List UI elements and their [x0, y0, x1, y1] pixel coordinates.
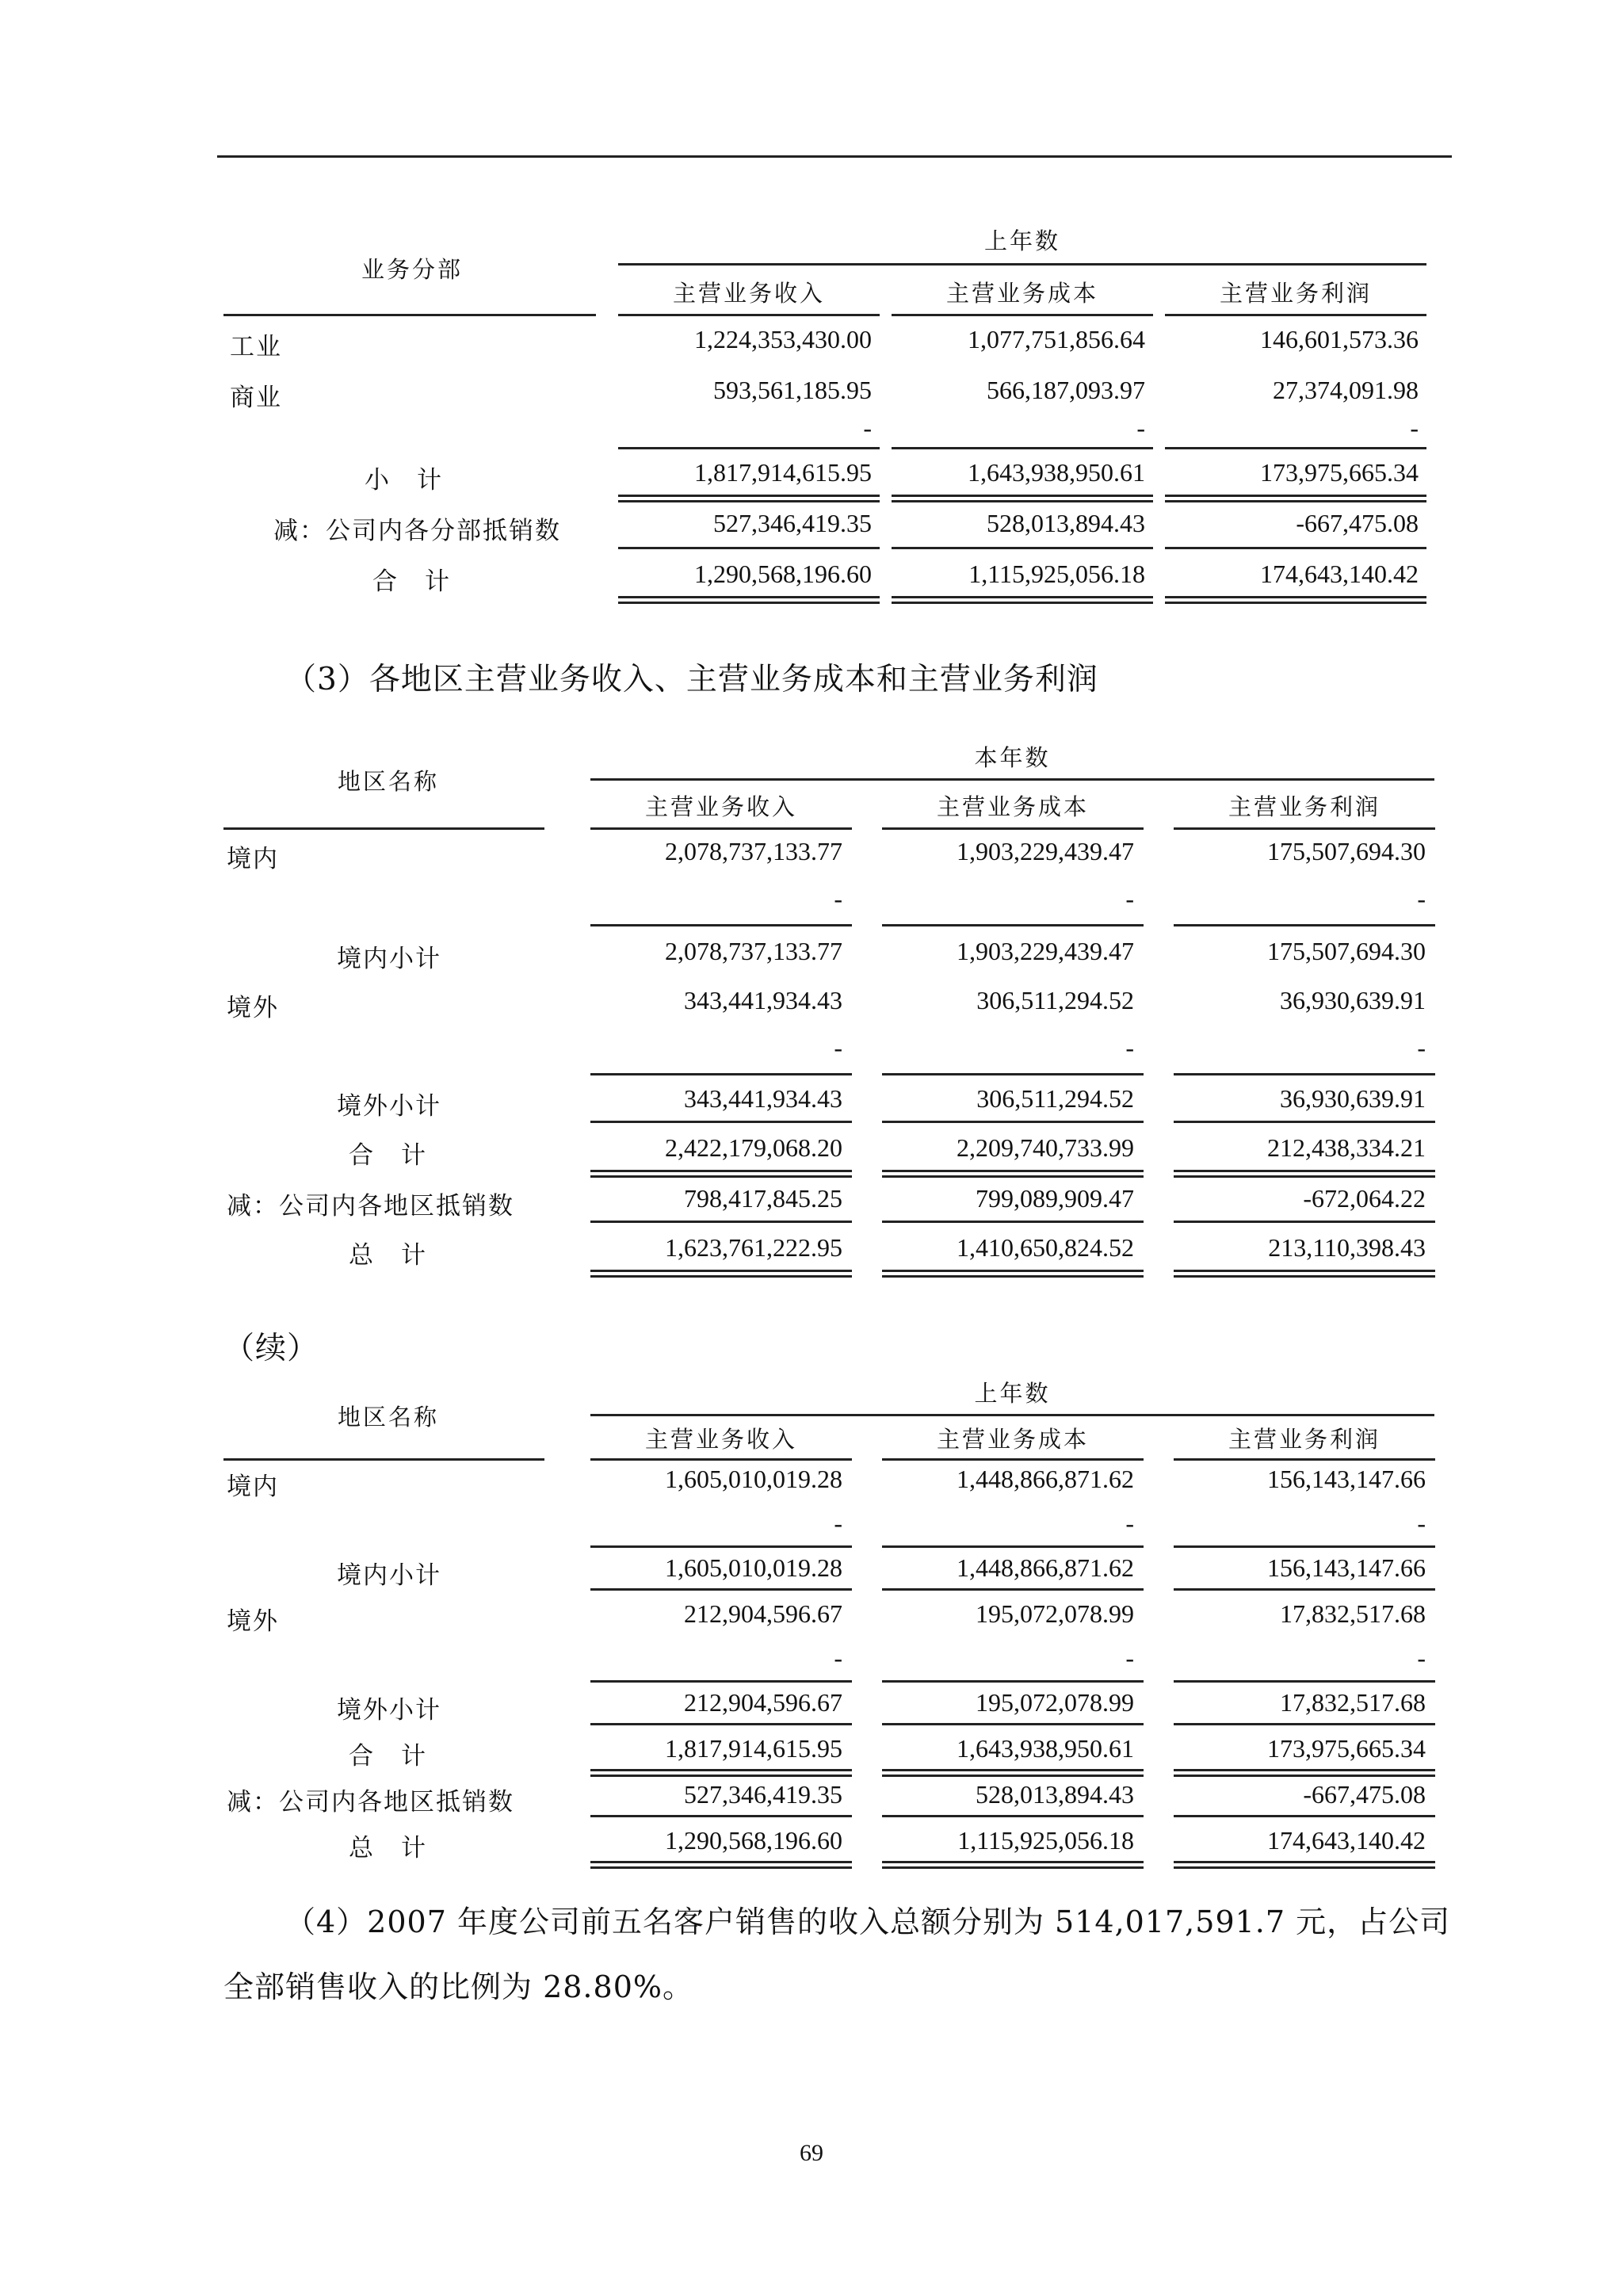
cell-profit: 175,507,694.30	[1267, 937, 1426, 965]
header-rule	[618, 314, 880, 316]
cell-cost: 1,115,925,056.18	[968, 560, 1145, 588]
total-rule	[882, 1723, 1144, 1725]
cell-revenue: 1,817,914,615.95	[694, 458, 872, 487]
cell-cost: 1,643,938,950.61	[968, 458, 1145, 487]
total-rule	[882, 1221, 1144, 1223]
double-rule	[618, 596, 880, 604]
header-rule	[590, 827, 852, 830]
double-rule	[1165, 495, 1426, 502]
column-header: 主营业务成本	[945, 280, 1098, 307]
double-rule	[892, 596, 1153, 604]
double-rule	[590, 1769, 852, 1777]
cell-profit: -672,064.22	[1303, 1184, 1426, 1213]
subtotal-rule	[882, 1073, 1144, 1075]
cell-profit: 156,143,147.66	[1267, 1553, 1426, 1582]
row-label: 减：公司内各地区抵销数	[227, 1192, 514, 1221]
row-label: 合 计	[372, 567, 451, 596]
header-rule	[223, 1458, 544, 1461]
column-header: 主营业务利润	[1219, 280, 1372, 307]
subtotal-rule	[1174, 924, 1435, 926]
cell-revenue: 1,290,568,196.60	[665, 1826, 842, 1855]
cell-cost: -	[1125, 884, 1134, 913]
double-rule	[590, 1170, 852, 1178]
continued-label: （续）	[223, 1331, 319, 1366]
row-label: 商业	[230, 384, 282, 412]
row-label: 境内	[227, 845, 279, 873]
cell-revenue: 212,904,596.67	[684, 1688, 842, 1717]
cell-profit: 17,832,517.68	[1280, 1688, 1426, 1717]
cell-profit: -667,475.08	[1296, 509, 1419, 537]
cell-cost: 1,115,925,056.18	[957, 1826, 1134, 1855]
cell-profit: -	[1417, 1033, 1426, 1062]
group-header: 本年数	[974, 744, 1051, 771]
cell-profit: -	[1417, 884, 1426, 913]
cell-cost: -	[1125, 1033, 1134, 1062]
header-rule	[892, 314, 1153, 316]
cell-cost: 2,209,740,733.99	[957, 1133, 1134, 1162]
total-rule	[882, 1815, 1144, 1817]
cell-cost: 528,013,894.43	[987, 509, 1145, 537]
cell-revenue: -	[834, 1033, 842, 1062]
header-rule	[1174, 1458, 1435, 1461]
row-label: 境内	[227, 1473, 279, 1501]
subtotal-rule	[590, 1545, 852, 1548]
cell-cost: 306,511,294.52	[976, 986, 1134, 1014]
section-4-line-1: （4）2007 年度公司前五名客户销售的收入总额分别为 514,017,591.7 元，占公司	[285, 1904, 1451, 1939]
cell-revenue: 1,605,010,019.28	[665, 1553, 842, 1582]
double-rule	[618, 495, 880, 502]
header-rule	[882, 1458, 1144, 1461]
double-rule	[882, 1861, 1144, 1869]
cell-profit: 146,601,573.36	[1260, 325, 1419, 353]
column-header: 主营业务利润	[1228, 793, 1381, 820]
cell-profit: -	[1417, 1509, 1426, 1538]
column-header: 主营业务成本	[936, 793, 1089, 820]
cell-revenue: -	[834, 884, 842, 913]
cell-revenue: -	[863, 414, 872, 442]
cell-profit: -667,475.08	[1303, 1780, 1426, 1809]
subtotal-rule	[1174, 1545, 1435, 1548]
cell-profit: 212,438,334.21	[1267, 1133, 1426, 1162]
total-rule	[892, 547, 1153, 549]
total-rule	[590, 1221, 852, 1223]
row-label: 总 计	[349, 1834, 427, 1862]
cell-profit: 36,930,639.91	[1280, 986, 1426, 1014]
total-rule	[882, 1121, 1144, 1123]
row-label: 境外	[227, 1607, 279, 1636]
double-rule	[1174, 1769, 1435, 1777]
row-label: 境内小计	[337, 1561, 441, 1590]
subtotal-rule	[892, 447, 1153, 449]
cell-revenue: 1,605,010,019.28	[665, 1465, 842, 1493]
row-header: 地区名称	[337, 1404, 439, 1431]
section-4-line-2: 全部销售收入的比例为 28.80%。	[223, 1969, 693, 2004]
double-rule	[892, 495, 1153, 502]
cell-profit: 173,975,665.34	[1260, 458, 1419, 487]
cell-profit: 36,930,639.91	[1280, 1084, 1426, 1113]
cell-cost: 799,089,909.47	[976, 1184, 1134, 1213]
cell-cost: 195,072,078.99	[976, 1688, 1134, 1717]
header-rule	[1174, 827, 1435, 830]
column-header: 主营业务成本	[936, 1426, 1089, 1453]
cell-cost: 1,448,866,871.62	[957, 1465, 1134, 1493]
row-header: 地区名称	[337, 768, 439, 795]
row-label: 境外	[227, 994, 279, 1022]
total-rule	[1174, 1121, 1435, 1123]
group-header: 上年数	[983, 227, 1060, 254]
double-rule	[1174, 1861, 1435, 1869]
row-label: 减：公司内各分部抵销数	[273, 517, 561, 545]
subtotal-rule	[1174, 1680, 1435, 1683]
group-header: 上年数	[974, 1380, 1051, 1407]
row-label: 境内小计	[337, 945, 441, 973]
total-rule	[590, 1121, 852, 1123]
cell-profit: 17,832,517.68	[1280, 1599, 1426, 1628]
subtotal-rule	[882, 924, 1144, 926]
cell-revenue: 1,623,761,222.95	[665, 1233, 842, 1262]
header-rule	[223, 827, 544, 830]
column-header: 主营业务利润	[1228, 1426, 1381, 1453]
subtotal-rule	[590, 924, 852, 926]
cell-revenue: 1,817,914,615.95	[665, 1734, 842, 1763]
cell-profit: 173,975,665.34	[1267, 1734, 1426, 1763]
cell-cost: 1,077,751,856.64	[968, 325, 1145, 353]
cell-revenue: 798,417,845.25	[684, 1184, 842, 1213]
header-rule	[590, 1458, 852, 1461]
double-rule	[882, 1769, 1144, 1777]
row-rule	[590, 1588, 852, 1591]
double-rule	[590, 1861, 852, 1869]
cell-cost: 1,903,229,439.47	[957, 937, 1134, 965]
row-label: 小 计	[365, 466, 443, 495]
subtotal-rule	[882, 1680, 1144, 1683]
subtotal-rule	[1174, 1073, 1435, 1075]
header-rule	[882, 827, 1144, 830]
cell-profit: -	[1417, 1644, 1426, 1672]
double-rule	[590, 1270, 852, 1278]
group-header-rule	[618, 263, 1426, 266]
total-rule	[618, 547, 880, 549]
cell-revenue: 2,078,737,133.77	[665, 937, 842, 965]
section-3-title: （3）各地区主营业务收入、主营业务成本和主营业务利润	[285, 662, 1098, 697]
total-rule	[1165, 547, 1426, 549]
cell-revenue: 527,346,419.35	[713, 509, 872, 537]
cell-revenue: 1,224,353,430.00	[694, 325, 872, 353]
group-header-rule	[590, 778, 1434, 781]
cell-profit: 156,143,147.66	[1267, 1465, 1426, 1493]
row-label: 境外小计	[337, 1092, 441, 1121]
row-label: 合 计	[349, 1141, 427, 1170]
cell-revenue: 2,078,737,133.77	[665, 837, 842, 865]
row-header: 业务分部	[361, 256, 463, 283]
cell-cost: 195,072,078.99	[976, 1599, 1134, 1628]
cell-cost: 1,903,229,439.47	[957, 837, 1134, 865]
cell-profit: 175,507,694.30	[1267, 837, 1426, 865]
row-rule	[882, 1588, 1144, 1591]
page-number: 69	[800, 2140, 823, 2166]
subtotal-rule	[882, 1545, 1144, 1548]
cell-profit: 213,110,398.43	[1268, 1233, 1426, 1262]
header-rule	[1165, 314, 1426, 316]
cell-cost: -	[1136, 414, 1145, 442]
column-header: 主营业务收入	[644, 793, 797, 820]
column-header: 主营业务收入	[672, 280, 825, 307]
cell-revenue: 2,422,179,068.20	[665, 1133, 842, 1162]
subtotal-rule	[590, 1680, 852, 1683]
total-rule	[590, 1815, 852, 1817]
subtotal-rule	[1165, 447, 1426, 449]
row-label: 境外小计	[337, 1696, 441, 1725]
cell-cost: 1,410,650,824.52	[957, 1233, 1134, 1262]
group-header-rule	[590, 1414, 1434, 1416]
subtotal-rule	[590, 1073, 852, 1075]
cell-revenue: 343,441,934.43	[684, 986, 842, 1014]
total-rule	[1174, 1815, 1435, 1817]
cell-revenue: 212,904,596.67	[684, 1599, 842, 1628]
double-rule	[882, 1170, 1144, 1178]
double-rule	[1174, 1170, 1435, 1178]
cell-revenue: 527,346,419.35	[684, 1780, 842, 1809]
total-rule	[1174, 1221, 1435, 1223]
header-rule	[223, 314, 596, 316]
row-label: 减：公司内各地区抵销数	[227, 1788, 514, 1817]
cell-revenue: 343,441,934.43	[684, 1084, 842, 1113]
cell-cost: -	[1125, 1509, 1134, 1538]
cell-profit: 27,374,091.98	[1273, 376, 1419, 404]
total-rule	[590, 1723, 852, 1725]
cell-revenue: 593,561,185.95	[713, 376, 872, 404]
double-rule	[1165, 596, 1426, 604]
cell-revenue: -	[834, 1644, 842, 1672]
cell-cost: 306,511,294.52	[976, 1084, 1134, 1113]
double-rule	[882, 1270, 1144, 1278]
double-rule	[1174, 1270, 1435, 1278]
row-label: 工业	[230, 333, 282, 361]
cell-cost: 1,448,866,871.62	[957, 1553, 1134, 1582]
row-label: 总 计	[349, 1241, 427, 1270]
cell-revenue: 1,290,568,196.60	[694, 560, 872, 588]
total-rule	[1174, 1723, 1435, 1725]
row-rule	[1174, 1588, 1435, 1591]
cell-cost: 528,013,894.43	[976, 1780, 1134, 1809]
column-header: 主营业务收入	[644, 1426, 797, 1453]
cell-profit: 174,643,140.42	[1260, 560, 1419, 588]
cell-cost: 1,643,938,950.61	[957, 1734, 1134, 1763]
row-label: 合 计	[349, 1742, 427, 1771]
cell-cost: -	[1125, 1644, 1134, 1672]
header-rule	[217, 155, 1452, 158]
subtotal-rule	[618, 447, 880, 449]
cell-cost: 566,187,093.97	[987, 376, 1145, 404]
cell-revenue: -	[834, 1509, 842, 1538]
cell-profit: 174,643,140.42	[1267, 1826, 1426, 1855]
cell-profit: -	[1410, 414, 1419, 442]
